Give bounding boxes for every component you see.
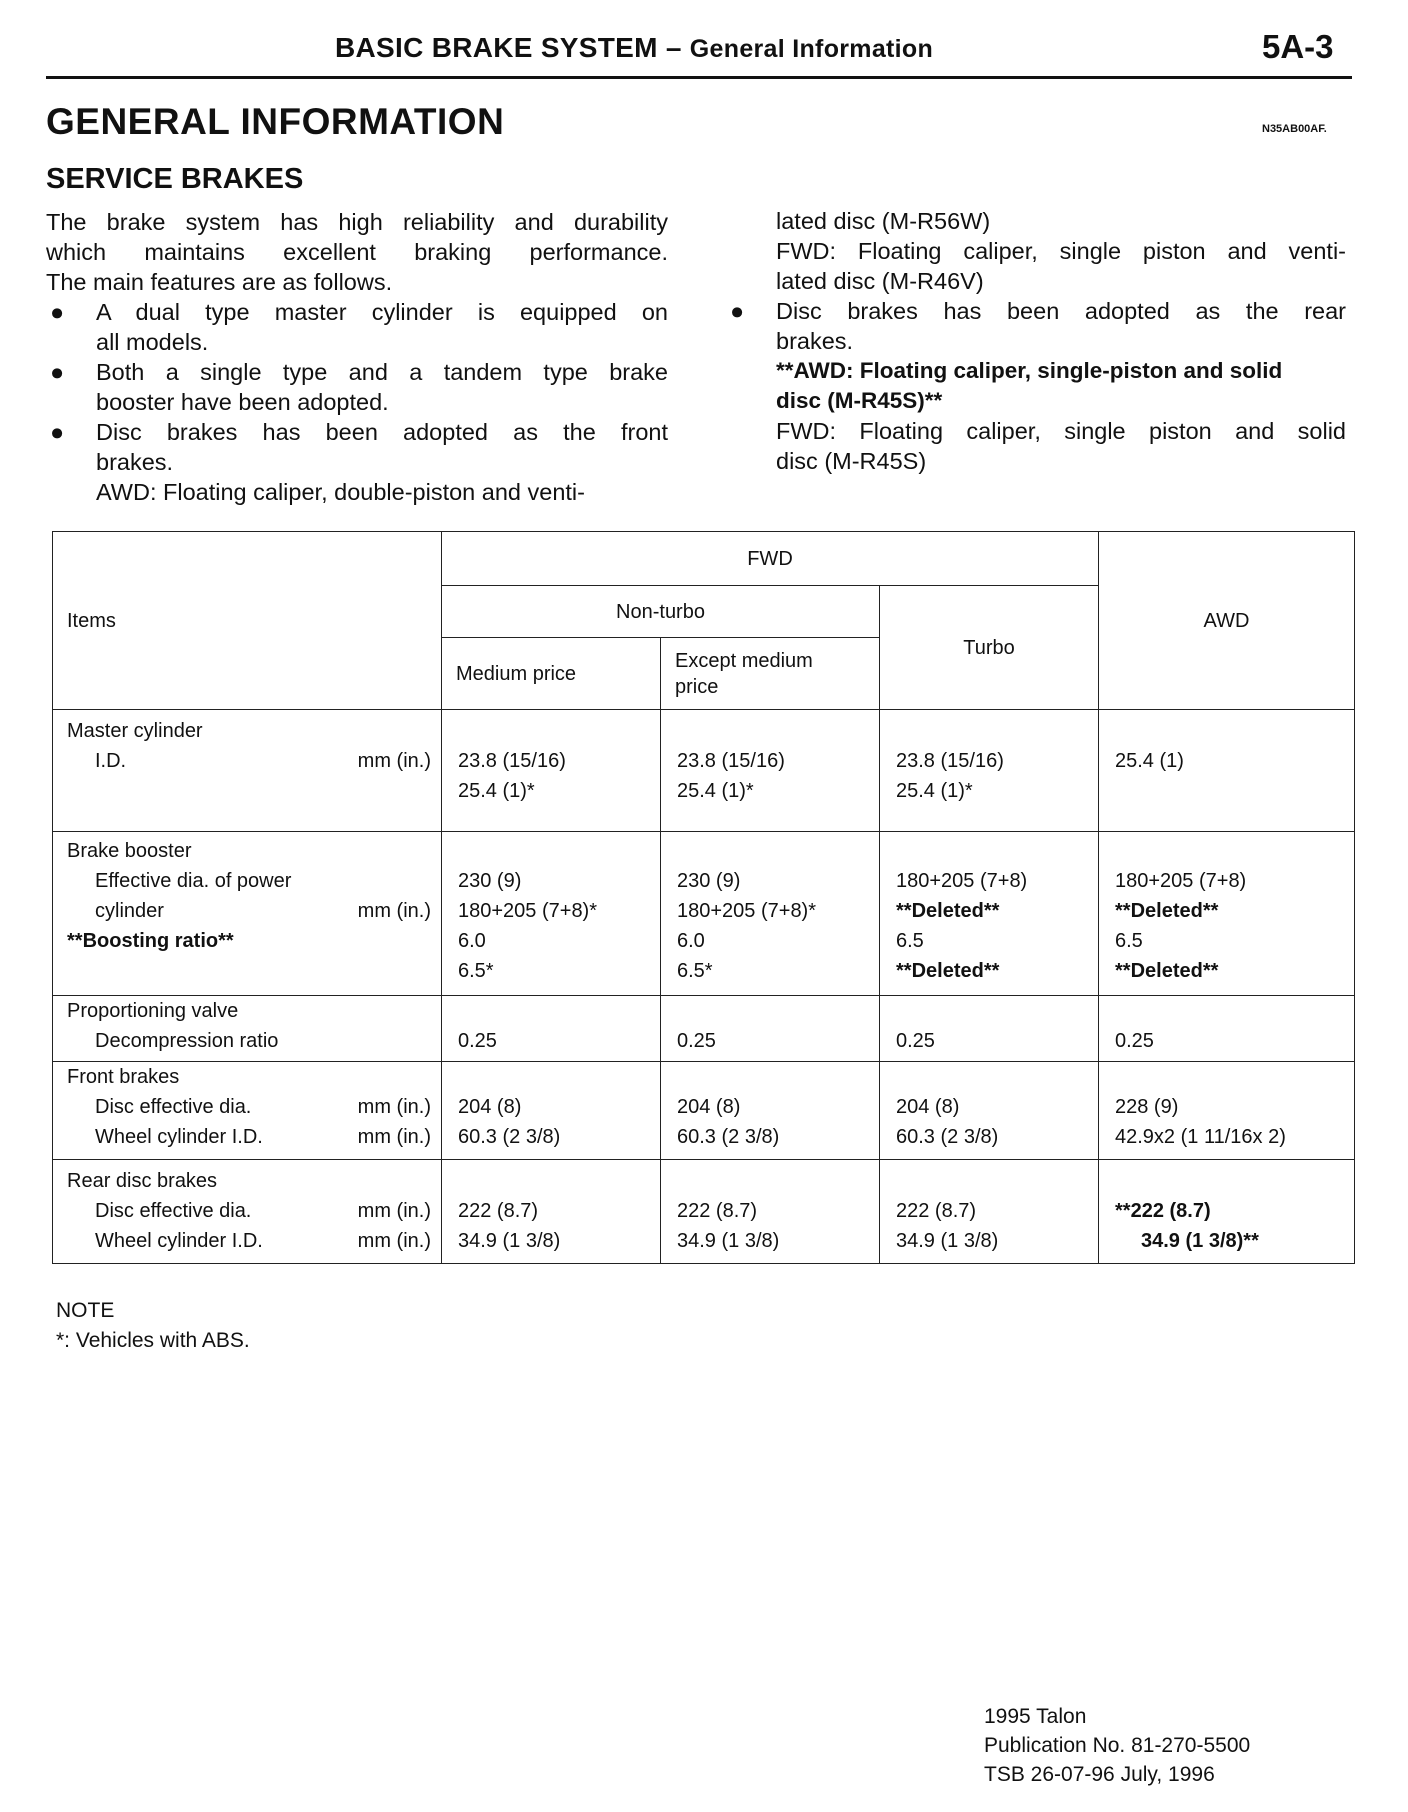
table-row [53,1160,1355,1264]
table-row [53,832,1355,996]
row-label [53,832,442,996]
bullet-icon: ● [50,419,65,445]
row-unit: mm (in.) [357,900,431,922]
footer-tsb: TSB 26-07-96 July, 1996 [984,1763,1215,1786]
header-except-medium-line: Except medium [675,649,813,672]
cell-value: 222 (8.7) [458,1200,539,1222]
bullet-icon: ● [730,298,745,324]
cell-value: 180+205 (7+8) [896,870,1028,892]
cell-value: 0.25 [1115,1030,1154,1052]
cell-value: 6.5* [677,960,713,982]
cell-value: **Deleted** [896,960,1000,982]
table-cell [1099,710,1355,832]
table-cell [661,832,880,996]
list-item-text: brakes. [96,449,174,475]
cell-value: 60.3 (2 3/8) [896,1126,999,1148]
table-cell [442,710,661,832]
cell-value: 228 (9) [1115,1096,1179,1118]
section-code: N35AB00AF. [1262,123,1327,135]
header-except-medium [661,638,880,710]
front-awd-spec: AWD: Floating caliper, double-piston and venti- [96,479,585,505]
cell-value: 0.25 [458,1030,497,1052]
row-sublabel: Effective dia. of power [95,870,292,892]
front-fwd-spec-cont: lated disc (M-R46V) [776,268,984,294]
table-cell [880,1062,1099,1160]
intro-line: The brake system has high reliability and durability [46,209,668,235]
cell-value: **Deleted** [896,900,1000,922]
cell-value: 42.9x2 (1 11/16x 2) [1115,1126,1286,1148]
row-label [53,1062,442,1160]
row-sublabel: Wheel cylinder I.D. [95,1126,263,1148]
row-unit: mm (in.) [357,1096,431,1118]
table-cell [1099,832,1355,996]
row-title: Proportioning valve [67,1000,239,1022]
header-title: BASIC BRAKE SYSTEM – [335,32,690,63]
rear-fwd-spec-cont: disc (M-R45S) [776,448,927,474]
cell-value: 23.8 (15/16) [458,750,566,772]
row-sublabel: cylinder [95,900,164,922]
row-unit: mm (in.) [357,1230,431,1252]
cell-value: 60.3 (2 3/8) [458,1126,561,1148]
table-cell [661,1062,880,1160]
cell-value: 34.9 (1 3/8) [458,1230,561,1252]
front-fwd-spec: FWD: Floating caliper, single piston and venti- [776,238,1346,264]
cell-value: 230 (9) [458,870,522,892]
list-item [46,417,668,477]
cell-value: 34.9 (1 3/8) [677,1230,780,1252]
table-cell [442,1062,661,1160]
bullet-icon: ● [50,299,65,325]
list-item [46,357,668,417]
row-title: Brake booster [67,840,192,862]
rear-awd-spec-cont: disc (M-R45S)** [776,388,943,413]
cell-value: 25.4 (1)* [458,780,535,802]
table-cell [880,832,1099,996]
section-title: GENERAL INFORMATION [46,101,505,142]
table-cell [880,1160,1099,1264]
row-label [53,710,442,832]
cell-value: 6.0 [458,930,486,952]
cell-value: 23.8 (15/16) [677,750,785,772]
table-cell [880,996,1099,1062]
header-medium-price: Medium price [442,638,661,710]
cell-value: 0.25 [677,1030,716,1052]
running-header [335,32,933,64]
row-title: Rear disc brakes [67,1170,218,1192]
table-row [53,1062,1355,1160]
cell-value: 34.9 (1 3/8) [896,1230,999,1252]
table-cell [661,1160,880,1264]
header-awd: AWD [1099,532,1355,710]
cell-value: 204 (8) [677,1096,741,1118]
row-unit: mm (in.) [357,750,431,772]
rear-fwd-spec: FWD: Floating caliper, single piston and solid [776,418,1346,444]
cell-value: 6.0 [677,930,705,952]
table-row [53,710,1355,832]
table-cell [1099,1062,1355,1160]
cell-value: 180+205 (7+8)* [458,900,598,922]
right-column [726,206,1346,476]
row-sublabel: I.D. [95,750,127,772]
list-item-text: Both a single type and a tandem type brake [96,359,668,385]
footer-publication: Publication No. 81-270-5500 [984,1734,1251,1757]
cell-value: 25.4 (1) [1115,750,1184,772]
table-cell [1099,1160,1355,1264]
bullet-icon: ● [50,359,65,385]
row-sublabel: Wheel cylinder I.D. [95,1230,263,1252]
front-awd-spec-cont: lated disc (M-R56W) [776,208,991,234]
row-sublabel: Decompression ratio [95,1030,279,1052]
table-cell [442,1160,661,1264]
header-items: Items [53,532,442,710]
list-item-text: Disc brakes has been adopted as the front [96,419,668,445]
list-item [726,296,1346,356]
note [56,1296,250,1356]
header-non-turbo: Non-turbo [442,586,880,638]
cell-value: 6.5 [1115,930,1143,952]
note-text: *: Vehicles with ABS. [56,1329,250,1352]
cell-value: 6.5 [896,930,924,952]
table-cell [661,710,880,832]
list-item-text: all models. [96,329,209,355]
cell-value: 180+205 (7+8)* [677,900,817,922]
list-item [46,297,668,357]
list-item-text: booster have been adopted. [96,389,389,415]
table-cell [661,996,880,1062]
rear-awd-spec: **AWD: Floating caliper, single-piston and solid [776,358,1283,383]
footer-model: 1995 Talon [984,1705,1087,1728]
table-cell [442,832,661,996]
row-label [53,1160,442,1264]
table-cell [1099,996,1355,1062]
table-cell [442,996,661,1062]
section-subtitle: SERVICE BRAKES [46,163,304,195]
cell-value: 25.4 (1)* [677,780,754,802]
row-label [53,996,442,1062]
cell-value: 222 (8.7) [677,1200,758,1222]
row-title: Master cylinder [67,720,203,742]
header-turbo: Turbo [880,586,1099,710]
cell-value: 0.25 [896,1030,935,1052]
row-unit: mm (in.) [357,1126,431,1148]
header-subtitle: General Information [689,35,934,63]
page-number: 5A-3 [1262,28,1334,65]
cell-value: 6.5* [458,960,494,982]
table-row [53,996,1355,1062]
spec-table [52,531,1355,1264]
left-column [46,207,668,507]
cell-value: 34.9 (1 3/8)** [1141,1230,1259,1252]
header-fwd: FWD [442,532,1099,586]
row-sublabel: Disc effective dia. [95,1096,252,1118]
cell-value: 222 (8.7) [896,1200,977,1222]
cell-value: 60.3 (2 3/8) [677,1126,780,1148]
intro-line: The main features are as follows. [46,269,393,295]
row-sublabel: Disc effective dia. [95,1200,252,1222]
list-item-text: brakes. [776,328,854,354]
row-sublabel: **Boosting ratio** [67,930,234,952]
cell-value: 23.8 (15/16) [896,750,1004,772]
cell-value: **Deleted** [1115,960,1219,982]
table-cell [880,710,1099,832]
row-unit: mm (in.) [357,1200,431,1222]
header-except-medium-line: price [675,675,719,698]
list-item-text: A dual type master cylinder is equipped on [96,299,668,325]
note-title: NOTE [56,1299,115,1322]
cell-value: 204 (8) [458,1096,522,1118]
list-item-text: Disc brakes has been adopted as the rear [776,298,1346,324]
cell-value: 25.4 (1)* [896,780,973,802]
row-title: Front brakes [67,1066,180,1088]
publication-footer [984,1702,1250,1789]
cell-value: **222 (8.7) [1115,1200,1211,1222]
cell-value: 180+205 (7+8) [1115,870,1247,892]
header-rule [46,76,1352,79]
intro-line: which maintains excellent braking performance. [46,239,668,265]
cell-value: **Deleted** [1115,900,1219,922]
cell-value: 230 (9) [677,870,741,892]
cell-value: 204 (8) [896,1096,960,1118]
